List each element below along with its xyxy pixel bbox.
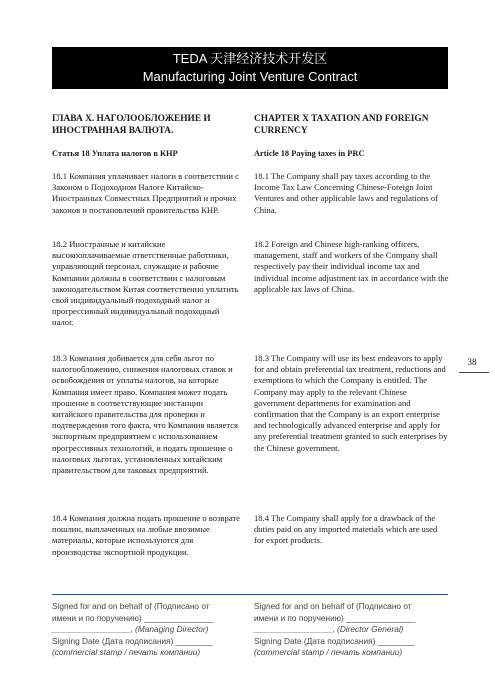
clause-18-4-en: 18.4 The Company shall apply for a drawback of the duties paid on any imported materials which are used for export products. [254,513,438,546]
clause-18-1-en: 18.1 The Company shall pay taxes according to the Income Tax Law Concerning Chinese-Foreign Joint Ventures and other applicable laws and regulations of China. [254,171,438,215]
clause-18-2-ru: 18.2 Иностранные и китайские высокооплачиваемые ответственные работники, управляющий персонал, служащие и рабочие Компании должны в соответствии с налоговым законодательством Китая соответственно уплатить свой индивидуальный подоходный налог и прогрессивный индивидуальный подоходный налог. [52,239,239,328]
document-header-banner [52,47,448,89]
page-number: 38 [467,357,477,367]
sig-left-line2: имени и по поручению) _______________ [52,612,214,623]
clause-18-3-ru: 18.3 Компания добивается для себя льгот по налогообложению, снижения налоговых ставок и освобождения от уплаты налогов, на которые Компания имеет право. Компания может подать прошение в соответствующие инстанции китайского правительства для проверки и подтверждения того факта, что Компания является экспортным предприятием с использованием прогрессивных технологий, и подать прошение о налоговых льготах, установленных китайским правительством для таковых предприятий. [52,353,239,476]
footer-divider [52,594,448,595]
sig-right-line5: (commercial stamp / печать компании) [254,647,403,657]
article-heading-ru: Статья 18 Уплата налогов в КНР [52,149,178,158]
sig-right-line4: Signing Date (Дата подписания) ________ [254,635,415,646]
sig-left-line5: (commercial stamp / печать компании) [52,647,201,657]
header-title: TEDA 天津经济技术开发区 [172,51,328,66]
chapter-heading-en: CHAPTER X TAXATION AND FOREIGN CURRENCY [254,114,429,136]
header-subtitle: Manufacturing Joint Venture Contract [142,69,358,84]
clause-18-4-ru: 18.4 Компания должна подать прошение о возврате пошлин, выплаченных на любые ввозимые материалы, которые используются для производства экспортной продукции. [52,513,240,557]
page-number-rule [459,372,489,373]
sig-left-line4: Signing Date (Дата подписания) ________ [52,635,213,646]
clause-18-2-en: 18.2 Foreign and Chinese high-ranking officers, management, staff and workers of the Company shall respectively pay their individual income tax and individual income adjustment tax in accordance with the applicable tax laws of China. [254,239,449,294]
sig-right-line3: _________________, (Director General) [254,624,404,634]
clause-18-1-ru: 18.1 Компания уплачивает налоги в соответствии с Законом о Подоходном Налоге Китайско-Иностранных Совместных Предприятий и прочих законов и постановлений правительства КНР. [52,171,239,215]
sig-left-line1: Signed for and on behalf of (Подписано от [52,601,210,611]
sig-right-line2: имени и по поручению) _______________ [254,612,416,623]
chapter-heading-ru: ГЛАВА X. НАГОЛООБЛОЖЕНИЕ И ИНОСТРАННАЯ ВАЛЮТА. [52,114,211,136]
sig-right-line1: Signed for and on behalf of (Подписано от [254,601,412,611]
clause-18-3-en: 18.3 The Company will use its best endeavors to apply for and obtain preferential tax treatment, reductions and exemptions to which the Company is entitled. The Company may apply to the relevant Chinese government departments for examination and confirmation that the Company is an export enterprise and technologically advanced enterprise and apply for any preferential treatment granted to such enterprises by the Chinese government. [254,353,448,453]
sig-left-line3: _________________, (Managing Director) [52,624,209,634]
article-heading-en: Article 18 Paying taxes in PRC [254,149,365,158]
signature-block-right [254,601,446,659]
signature-block-left [52,601,244,659]
